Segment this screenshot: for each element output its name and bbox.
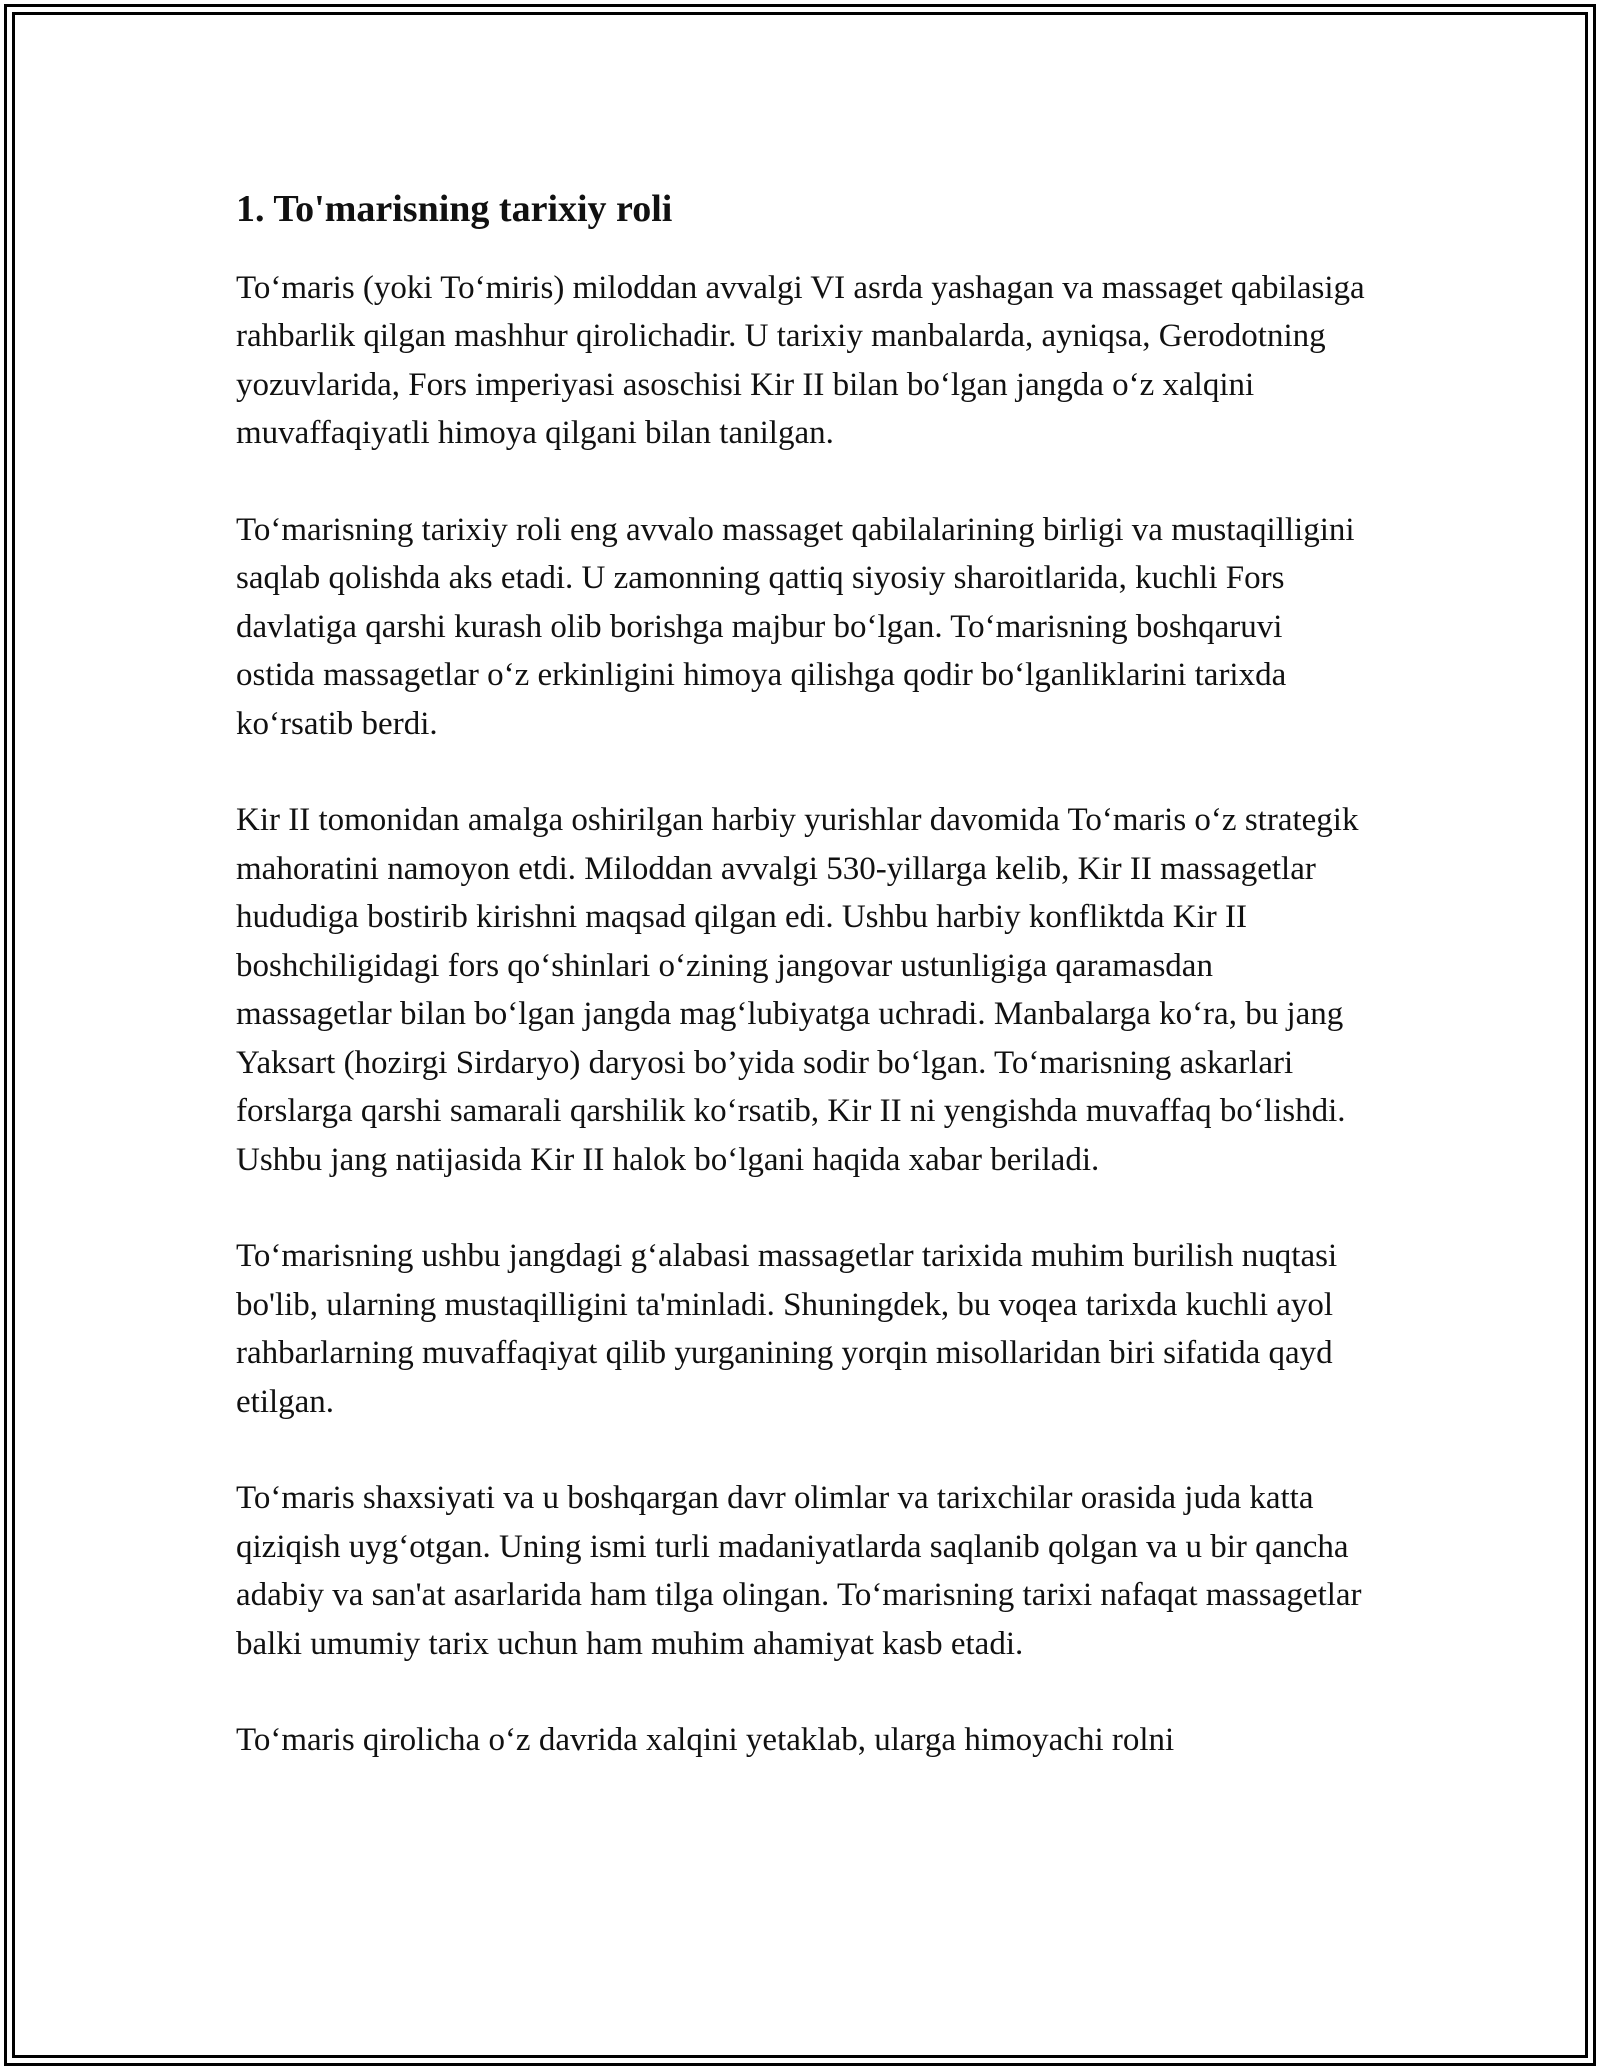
paragraph-4: To‘marisning ushbu jangdagi g‘alabasi massagetlar tarixida muhim burilish nuqtasi bo'lib, ularning mustaqilligini ta'minladi. Shuningdek, bu voqea tarixda kuchli ayol rahbarlarning muvaffaqiyat qilib yurganining yorqin misollaridan biri sifatida qayd etilgan. — [236, 1238, 1338, 1420]
paragraph-6: To‘maris qirolicha o‘z davrida xalqini yetaklab, ularga himoyachi rolni — [236, 1722, 1175, 1758]
paragraph-2: To‘marisning tarixiy roli eng avvalo massaget qabilalarining birligi va mustaqilligini saqlab qolishda aks etadi. U zamonning qattiq siyosiy sharoitlarida, kuchli Fors davlatiga qarshi kurash olib borishga majbur bo‘lgan. To‘marisning boshqaruvi ostida massagetlar o‘z erkinligini himoya qilishga qodir bo‘lganliklarini tarixda ko‘rsatib berdi. — [236, 511, 1355, 742]
paragraph-3: Kir II tomonidan amalga oshirilgan harbiy yurishlar davomida To‘maris o‘z strategik mahoratini namoyon etdi. Miloddan avvalgi 530-yillarga kelib, Kir II massagetlar hududiga bostirib kirishni maqsad qilgan edi. Ushbu harbiy konfliktda Kir II boshchiligidagi fors qo‘shinlari o‘zining jangovar ustunligiga qaramasdan massagetlar bilan bo‘lgan jangda mag‘lubiyatga uchradi. Manbalarga ko‘ra, bu jang Yaksart (hozirgi Sirdaryo) daryosi bo’yida sodir bo‘lgan. To‘marisning askarlari forslarga qarshi samarali qarshilik ko‘rsatib, Kir II ni yengishda muvaffaq bo‘lishdi. Ushbu jang natijasida Kir II halok bo‘lgani haqida xabar beriladi. — [236, 802, 1359, 1178]
paragraph-5: To‘maris shaxsiyati va u boshqargan davr olimlar va tarixchilar orasida juda katta qiziqish uyg‘otgan. Uning ismi turli madaniyatlarda saqlanib qolgan va u bir qancha adabiy va san'at asarlarida ham tilga olingan. To‘marisning tarixi nafaqat massagetlar balki umumiy tarix uchun ham muhim ahamiyat kasb etadi. — [236, 1480, 1362, 1662]
section-heading: 1. To'marisning tarixiy roli — [236, 188, 673, 230]
paragraph-1: To‘maris (yoki To‘miris) miloddan avvalgi VI asrda yashagan va massaget qabilasiga rahbarlik qilgan mashhur qirolichadir. U tarixiy manbalarda, ayniqsa, Gerodotning yozuvlarida, Fors imperiyasi asoschisi Kir II bilan bo‘lgan jangda o‘z xalqini muvaffaqiyatli himoya qilgani bilan tanilgan. — [236, 269, 1365, 451]
document-body — [236, 186, 1366, 1813]
